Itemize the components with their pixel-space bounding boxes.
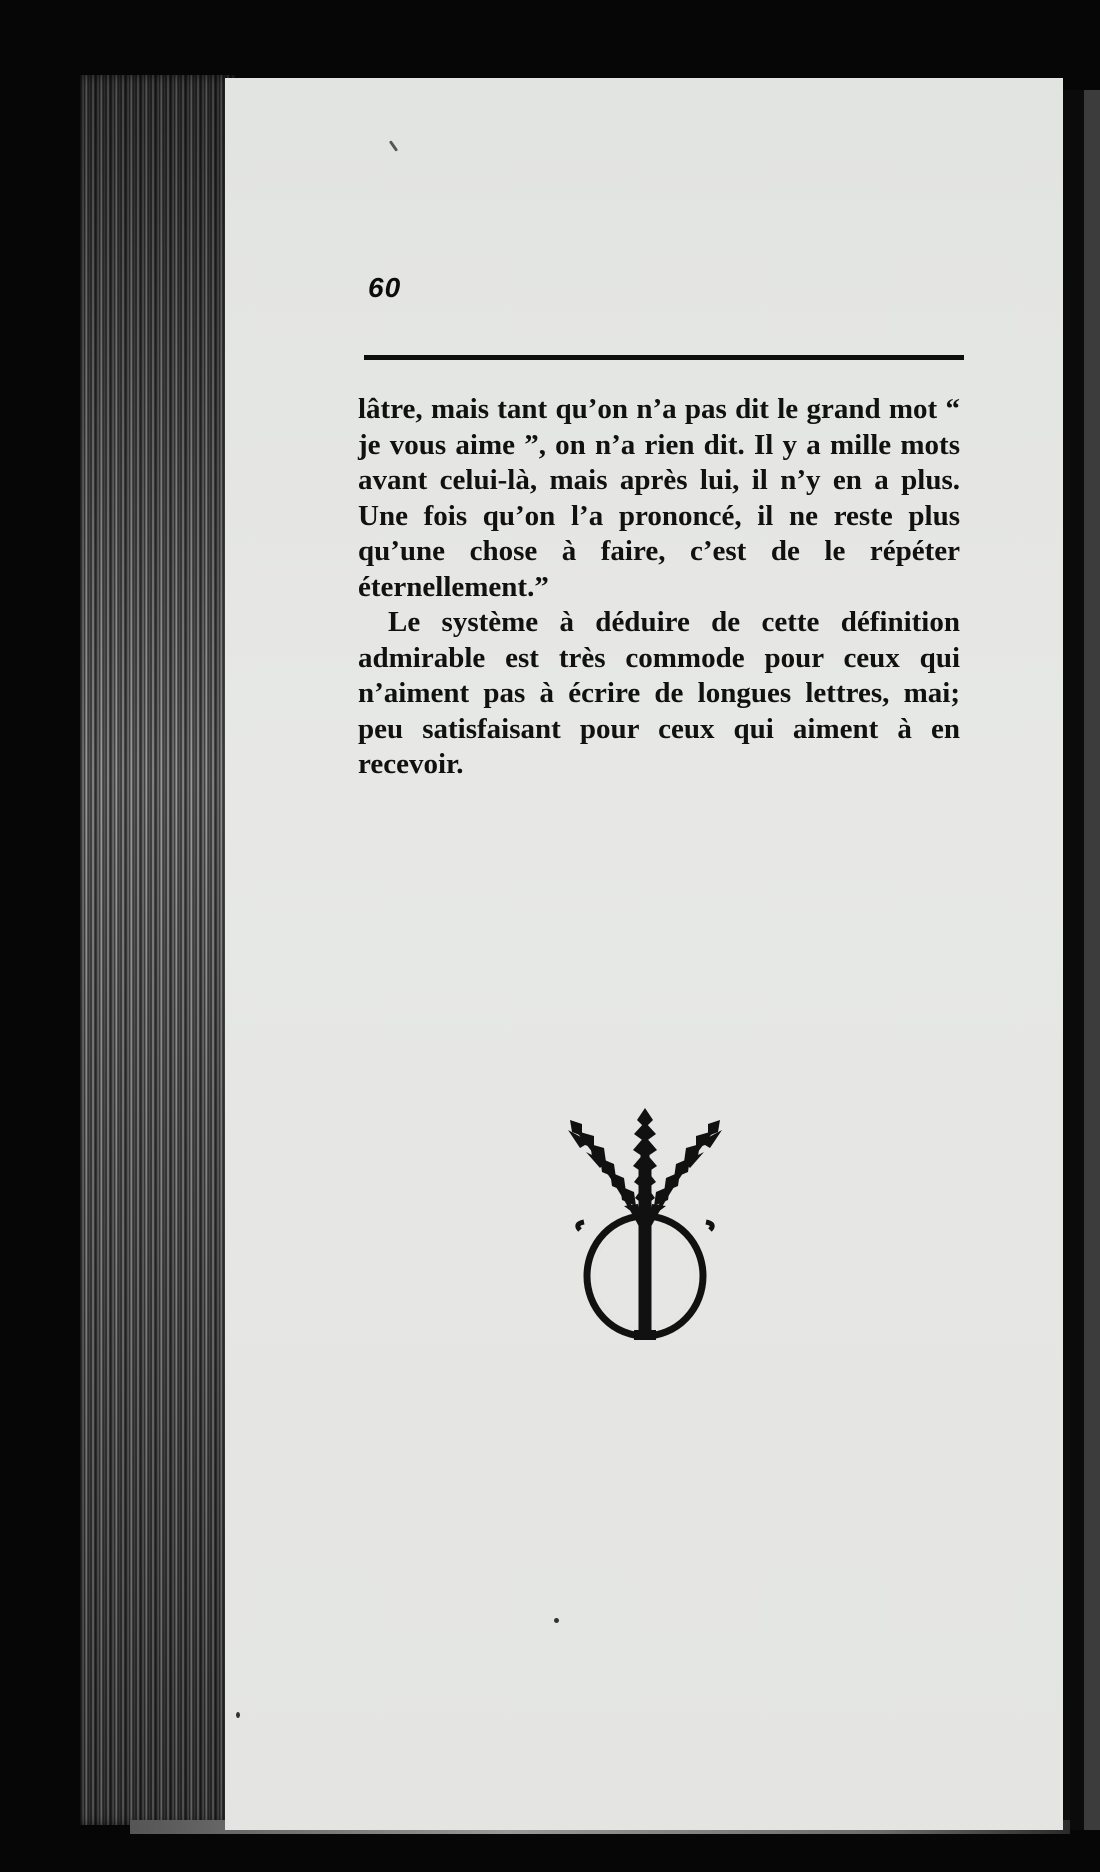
header-rule	[364, 355, 964, 360]
book-right-border	[1062, 90, 1084, 1830]
book-page-edges	[80, 75, 235, 1825]
paragraph-1: lâtre, mais tant qu’on n’a pas dit le grand mot “ je vous aime ”, on n’a rien dit. Il y a mille mots avant celui-là, mais après lui, il n’y en a plus. Une fois qu’on l’a prononcé, il ne reste plus qu’une chose à faire, c’est de le répéter éternellement.”	[358, 393, 960, 603]
paper-speck	[554, 1618, 559, 1623]
page-number: 60	[368, 272, 402, 303]
book-page	[225, 78, 1063, 1830]
paragraph-2: Le système à déduire de cette définition admirable est très commode pour ceux qui n’aiment pas à écrire de longues lettres, mai; peu satisfaisant pour ceux qui aiment à en recevoir.	[358, 606, 960, 780]
paper-speck	[236, 1712, 240, 1718]
scan-right-margin	[1084, 90, 1100, 1830]
wheat-sheaf-ring-icon	[560, 1108, 730, 1348]
body-text	[358, 392, 960, 783]
